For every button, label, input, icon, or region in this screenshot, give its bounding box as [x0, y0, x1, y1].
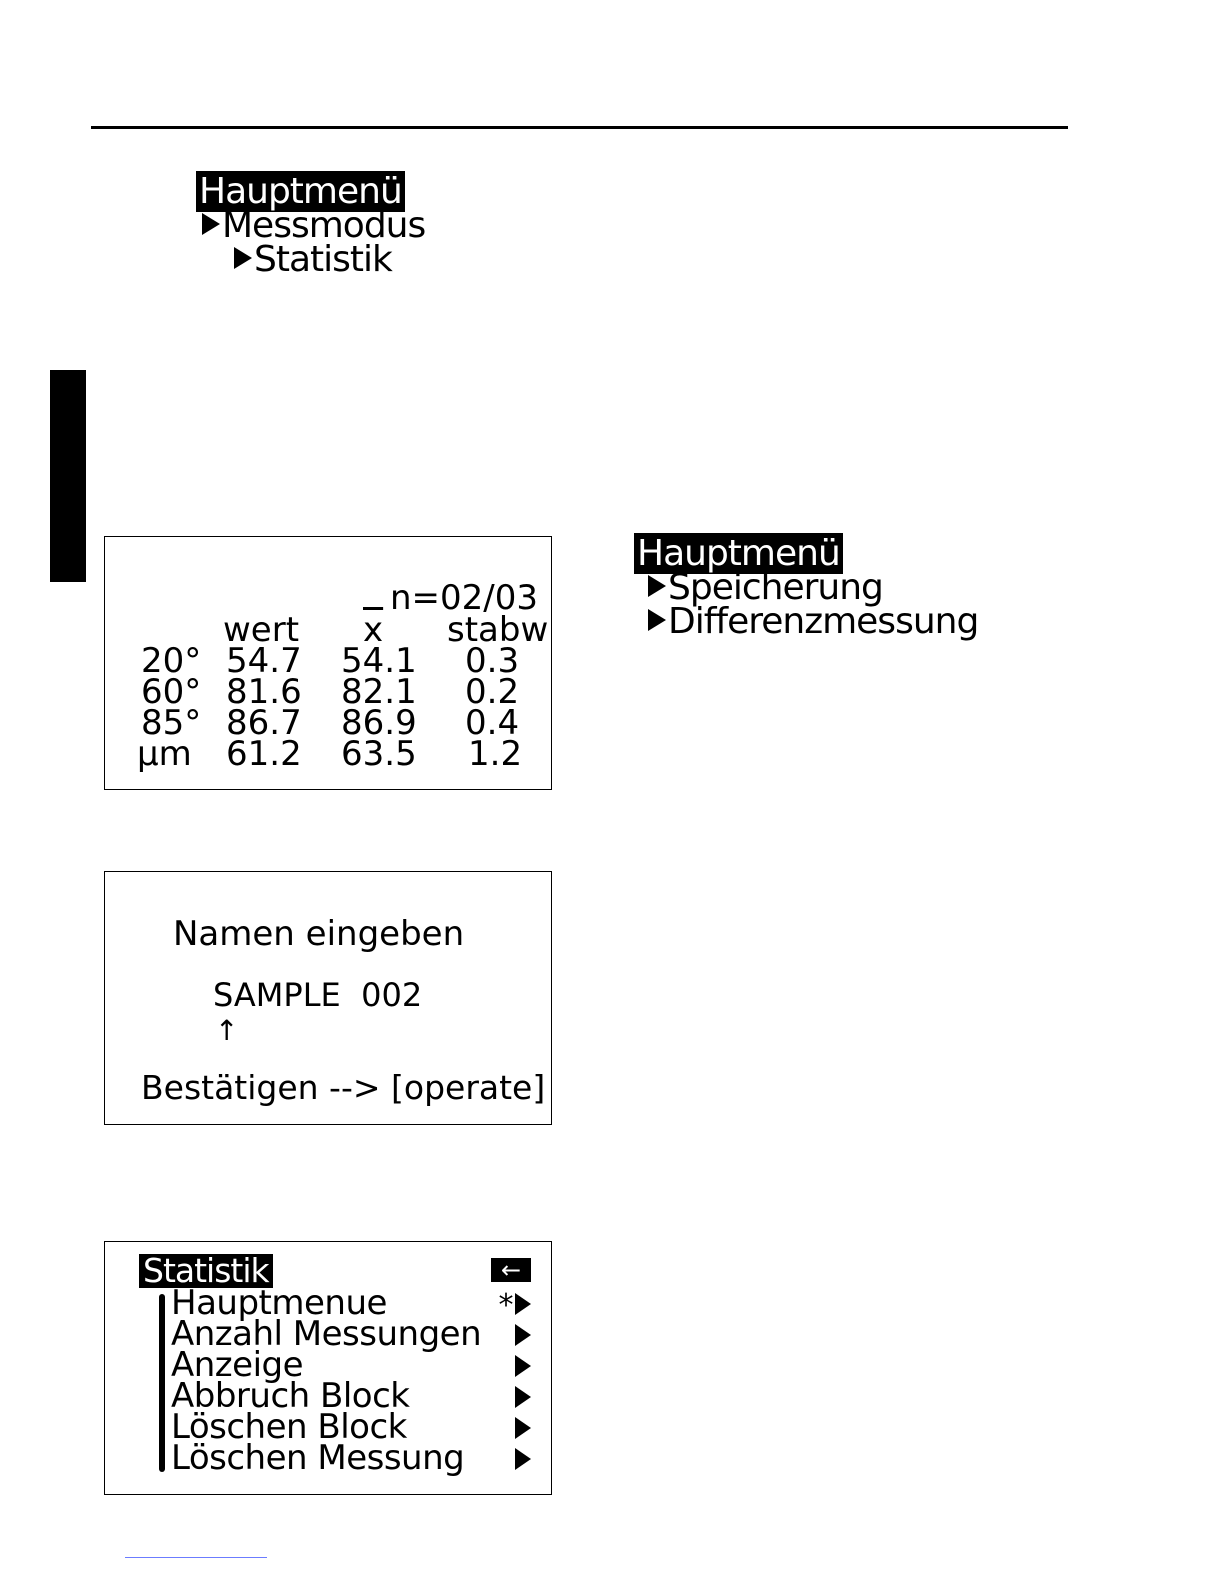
- row-wert: 54.7: [226, 641, 302, 681]
- menu-title: Statistik: [139, 1254, 273, 1288]
- menu-path-statistik: [196, 171, 426, 280]
- row-mean: 54.1: [341, 641, 417, 681]
- triangle-right-icon: [515, 1355, 531, 1377]
- triangle-right-icon: [515, 1448, 531, 1470]
- selected-star: *: [498, 1288, 513, 1323]
- back-arrow-icon[interactable]: ←: [491, 1258, 531, 1282]
- menu-item-label: Hauptmenue: [171, 1283, 387, 1323]
- count-label: n=02/03: [390, 578, 539, 618]
- row-stabw: 0.3: [465, 641, 520, 681]
- menu-item-loeschen-messung[interactable]: [171, 1438, 541, 1478]
- top-rule: [91, 126, 1068, 129]
- menu-path-speicherung: [634, 533, 979, 642]
- row-label: μm: [137, 734, 192, 774]
- prompt-label: Namen eingeben: [173, 914, 465, 954]
- row-stabw: 1.2: [468, 734, 523, 774]
- triangle-right-icon: [515, 1417, 531, 1439]
- triangle-right-icon: [515, 1293, 531, 1315]
- statistics-display-screen: [104, 536, 552, 790]
- triangle-right-icon: [648, 609, 666, 631]
- row-stabw: 0.4: [465, 703, 520, 743]
- menu-item-label: Löschen Block: [171, 1407, 407, 1447]
- name-input[interactable]: SAMPLE 002: [213, 976, 423, 1014]
- triangle-right-icon: [515, 1324, 531, 1346]
- row-mean: 86.9: [341, 703, 417, 743]
- row-wert: 61.2: [226, 734, 302, 774]
- row-label: 20°: [141, 641, 202, 681]
- chapter-tab-marker: [50, 370, 86, 582]
- menu-title: Hauptmenü: [196, 171, 405, 212]
- row-label: 60°: [141, 672, 202, 712]
- row-wert: 86.7: [226, 703, 302, 743]
- confirm-hint: Bestätigen --> [operate]: [141, 1068, 546, 1107]
- triangle-right-icon: [202, 213, 220, 235]
- row-label: 85°: [141, 703, 202, 743]
- menu-item-label: Anzeige: [171, 1345, 304, 1385]
- statistik-menu-screen: [104, 1241, 552, 1495]
- menu-title: Hauptmenü: [634, 533, 843, 574]
- row-mean: 82.1: [341, 672, 417, 712]
- triangle-right-icon: [234, 247, 252, 269]
- footer-link-underline: [125, 1557, 267, 1558]
- header-mean: $\overline{x}$: [363, 610, 384, 650]
- triangle-right-icon: [648, 575, 666, 597]
- menu-item-label: Löschen Messung: [171, 1438, 465, 1478]
- menu-level1: Messmodus: [222, 205, 426, 246]
- row-stabw: 0.2: [465, 672, 520, 712]
- triangle-right-icon: [515, 1386, 531, 1408]
- name-entry-screen: [104, 871, 552, 1125]
- cursor-up-arrow-icon: ↑: [215, 1014, 239, 1047]
- header-wert: wert: [223, 610, 300, 650]
- menu-item-label: Abbruch Block: [171, 1376, 410, 1416]
- menu-item-speicherung: Speicherung: [668, 567, 883, 608]
- header-stabw: stabw: [447, 610, 549, 650]
- menu-level2: Statistik: [254, 239, 392, 280]
- row-wert: 81.6: [226, 672, 302, 712]
- scrollbar[interactable]: [159, 1294, 165, 1472]
- menu-item-label: Anzahl Messungen: [171, 1314, 482, 1354]
- row-mean: 63.5: [341, 734, 417, 774]
- menu-item-differenzmessung: Differenzmessung: [668, 601, 979, 642]
